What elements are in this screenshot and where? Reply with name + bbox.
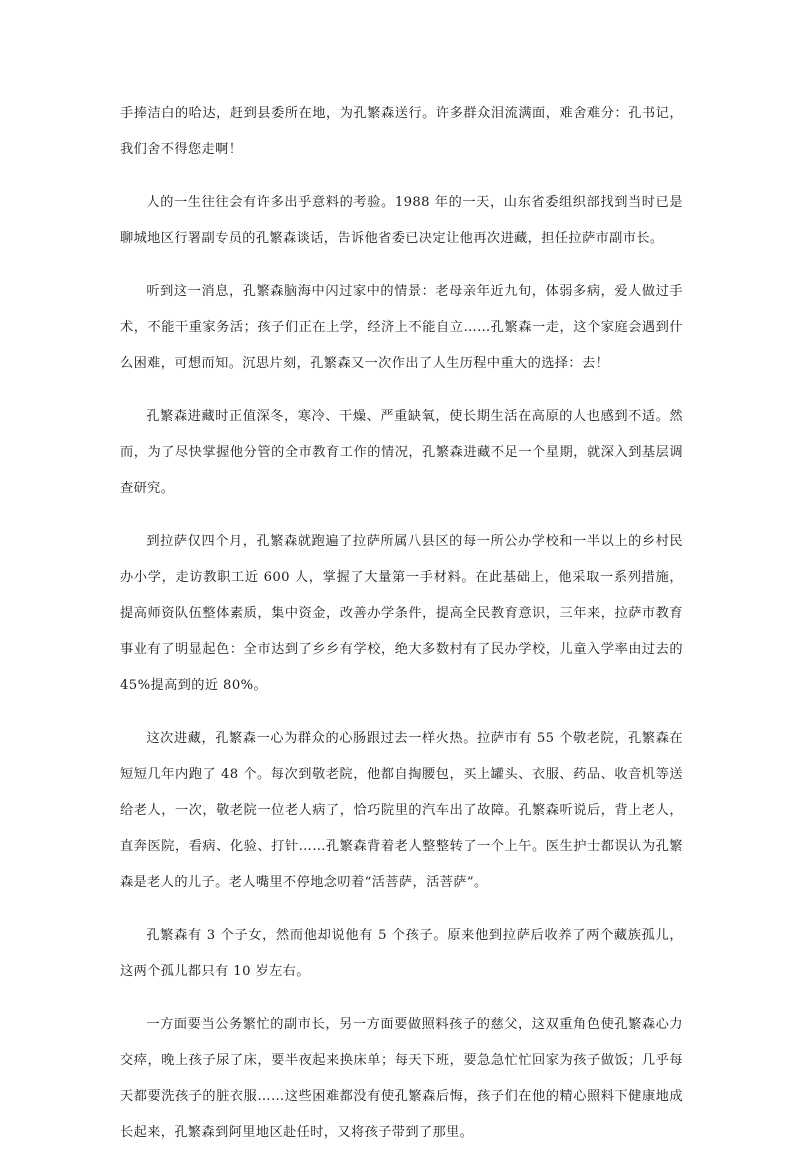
paragraph-education: 到拉萨仅四个月，孔繁森就跑遍了拉萨所属八县区的每一所公办学校和一半以上的乡村民办小学，走访教职工近 600 人，掌握了大量第一手材料。在此基础上，他采取一系列措施，提高师资队伍整体素质，集中资金，改善办学条件，提高全民教育意识，三年来，拉萨市教育事业有了明显起色：全市达到了乡乡有学校，绝大多数村有了民办学校，儿童入学率由过去的 45%提高到的近 80%。 — [120, 534, 683, 693]
paragraph-arrival: 孔繁森进藏时正值深冬，寒冷、干燥、严重缺氧，使长期生活在高原的人也感到不适。然而，为了尽快掌握他分管的全市教育工作的情况，孔繁森进藏不足一个星期，就深入到基层调查研究。 — [120, 409, 683, 496]
paragraph-decision: 听到这一消息，孔繁森脑海中闪过家中的情景：老母亲年近九旬，体弱多病，爱人做过手术，不能干重家务活；孩子们正在上学，经济上不能自立……孔繁森一走，这个家庭会遇到什么困难，可想而知。沉思片刻，孔繁森又一次作出了人生历程中重大的选择：去！ — [120, 284, 683, 371]
paragraph-assignment: 人的一生往往会有许多出乎意料的考验。1988 年的一天，山东省委组织部找到当时已是聊城地区行署副专员的孔繁森谈话，告诉他省委已决定让他再次进藏，担任拉萨市副市长。 — [120, 195, 683, 246]
paragraph-elderly: 这次进藏，孔繁森一心为群众的心肠跟过去一样火热。拉萨市有 55 个敬老院，孔繁森在短短几年内跑了 48 个。每次到敬老院，他都自掏腰包，买上罐头、衣服、药品、收音机等送给老人，一次，敬老院一位老人病了，恰巧院里的汽车出了故障。孔繁森听说后，背上老人，直奔医院，看病、化验、打针……孔繁森背着老人整整转了一个上午。医生护士都误认为孔繁森是老人的儿子。老人嘴里不停地念叨着“活菩萨，活菩萨”。 — [120, 731, 683, 890]
document-body — [120, 96, 683, 1168]
paragraph-farewell: 手捧洁白的哈达，赶到县委所在地，为孔繁森送行。许多群众泪流满面，难舍难分：孔书记，我们舍不得您走啊！ — [120, 106, 683, 157]
paragraph-children: 孔繁森有 3 个子女，然而他却说他有 5 个孩子。原来他到拉萨后收养了两个藏族孤儿，这两个孤儿都只有 10 岁左右。 — [120, 928, 683, 979]
paragraph-dual-role: 一方面要当公务繁忙的副市长，另一方面要做照料孩子的慈父，这双重角色使孔繁森心力交瘁，晚上孩子尿了床，要半夜起来换床单；每天下班，要急急忙忙回家为孩子做饭；几乎每天都要洗孩子的脏衣服……这些困难都没有使孔繁森后悔，孩子们在他的精心照料下健康地成长起来，孔繁森到阿里地区赴任时，又将孩子带到了那里。 — [120, 1017, 683, 1140]
